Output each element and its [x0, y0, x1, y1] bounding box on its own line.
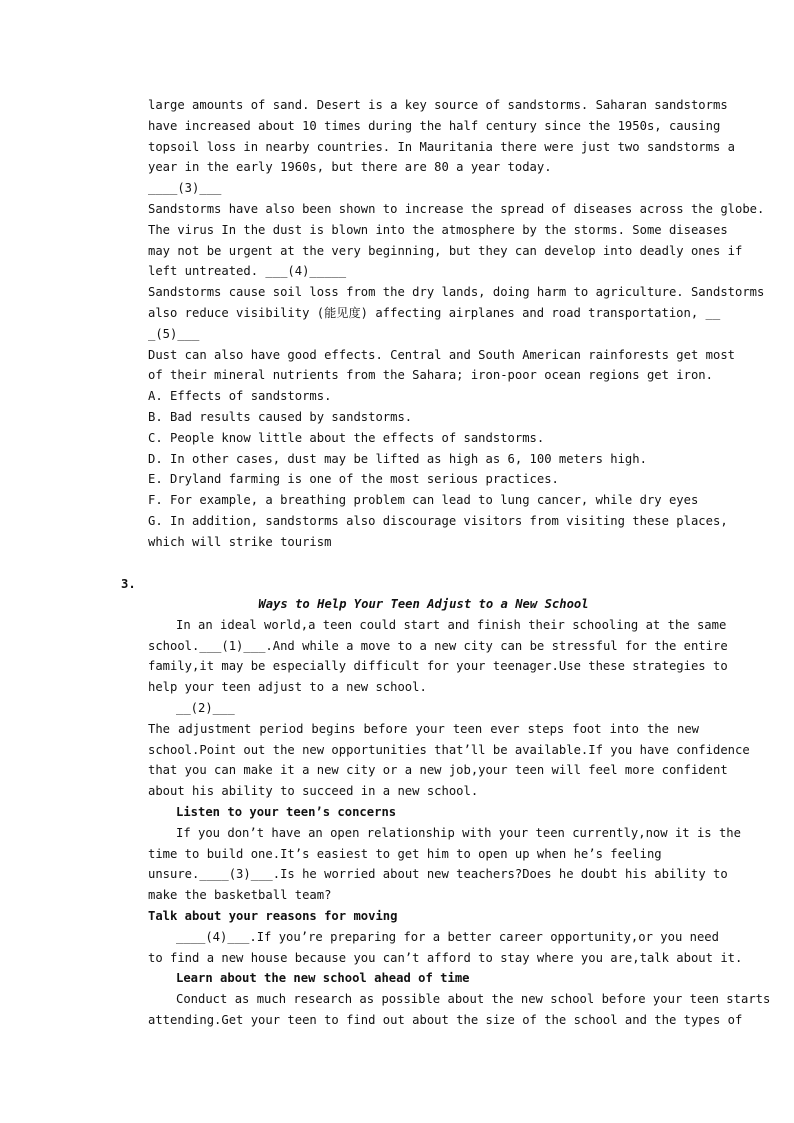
passage2	[148, 95, 765, 553]
intro-line-4: help your teen adjust to a new school.	[148, 680, 427, 695]
para3-line-2: time to build one.It’s easiest to get him to open up when he’s feeling	[148, 846, 662, 861]
option-a: A. Effects of sandstorms.	[148, 389, 332, 404]
p2-last-text: left untreated.	[148, 264, 266, 279]
p3-line-1: Sandstorms cause soil loss from the dry lands, doing harm to agriculture. Sandstorms	[148, 285, 765, 300]
para4-1-post: .If you’re preparing for a better career opportunity,or you need	[249, 929, 719, 944]
option-f: F. For example, a breathing problem can lead to lung cancer, while dry eyes	[148, 493, 699, 508]
para5-line-1: Conduct as much research as possible about the new school before your teen starts	[176, 992, 771, 1007]
blank-3b: ____(3)___	[199, 867, 273, 882]
heading-talk: Talk about your reasons for moving	[148, 908, 398, 923]
option-g-cont: which will strike tourism	[148, 534, 332, 549]
option-g: G. In addition, sandstorms also discourage visitors from visiting these places,	[148, 513, 728, 528]
p2-line-3: may not be urgent at the very beginning, but they can develop into deadly ones if	[148, 243, 743, 258]
blank-4b: ____(4)___	[176, 929, 250, 944]
intro-line-2	[148, 636, 728, 657]
para3-line-1: If you don’t have an open relationship with your teen currently,now it is the	[176, 825, 741, 840]
para3-line-3	[148, 864, 728, 885]
para3-line-4: make the basketball team?	[148, 888, 332, 903]
heading-listen: Listen to your teen’s concerns	[176, 804, 397, 819]
para4-line-1	[148, 927, 719, 948]
option-c: C. People know little about the effects of sandstorms.	[148, 430, 545, 445]
para5-line-2: attending.Get your teen to find out about the size of the school and the types of	[148, 1012, 743, 1027]
para4-line-2: to find a new house because you can’t afford to stay where you are,talk about it.	[148, 950, 743, 965]
intro-2-post: .And while a move to a new city can be stressful for the entire	[265, 638, 728, 653]
blank-1: ___(1)___	[199, 638, 266, 653]
blank-3: ____(3)___	[148, 181, 222, 196]
passage-title: Ways to Help Your Teen Adjust to a New School	[258, 597, 589, 611]
p4-line-2: of their mineral nutrients from the Sahara; iron-poor ocean regions get iron.	[148, 368, 713, 383]
blank-4: ___(4)_____	[265, 264, 347, 279]
p4-line-1: Dust can also have good effects. Central and South American rainforests get most	[148, 347, 735, 362]
passage3	[148, 594, 771, 1031]
intro-line-3: family,it may be especially difficult for your teenager.Use these strategies to	[148, 659, 728, 674]
p1-line-4: year in the early 1960s, but there are 80 a year today.	[148, 160, 552, 175]
para2-line-1: The adjustment period begins before your teen ever steps foot into the new	[148, 721, 699, 736]
intro-line-1: In an ideal world,a teen could start and finish their schooling at the same	[176, 617, 727, 632]
p2-line-4	[148, 261, 699, 282]
p1-line-1: large amounts of sand. Desert is a key source of sandstorms. Saharan sandstorms	[148, 98, 728, 112]
p1-line-2: have increased about 10 times during the half century since the 1950s, causing	[148, 118, 721, 133]
blank-5: _(5)___	[148, 326, 200, 341]
heading-learn: Learn about the new school ahead of time	[176, 971, 470, 986]
para2-line-2: school.Point out the new opportunities that’ll be available.If you have confidence	[148, 742, 750, 757]
para2-line-4: about his ability to succeed in a new school.	[148, 784, 479, 799]
p2-line-2: The virus In the dust is blown into the atmosphere by the storms. Some diseases	[148, 222, 728, 237]
p3-line-2: also reduce visibility (能见度) affecting airplanes and road transportation, __	[148, 305, 721, 320]
p2-line-1: Sandstorms have also been shown to increase the spread of diseases across the globe.	[148, 201, 765, 216]
blank-2: __(2)___	[176, 700, 235, 715]
option-d: D. In other cases, dust may be lifted as high as 6, 100 meters high.	[148, 451, 647, 466]
intro-2-pre: school.	[148, 638, 200, 653]
para2-line-3: that you can make it a new city or a new job,your teen will feel more confident	[148, 763, 728, 778]
p1-line-3: topsoil loss in nearby countries. In Mauritania there were just two sandstorms a	[148, 139, 735, 154]
option-e: E. Dryland farming is one of the most serious practices.	[148, 472, 559, 487]
question-number: 3.	[121, 577, 136, 591]
option-b: B. Bad results caused by sandstorms.	[148, 409, 413, 424]
para3-3-post: .Is he worried about new teachers?Does he doubt his ability to	[272, 867, 728, 882]
para3-3-pre: unsure.	[148, 867, 200, 882]
